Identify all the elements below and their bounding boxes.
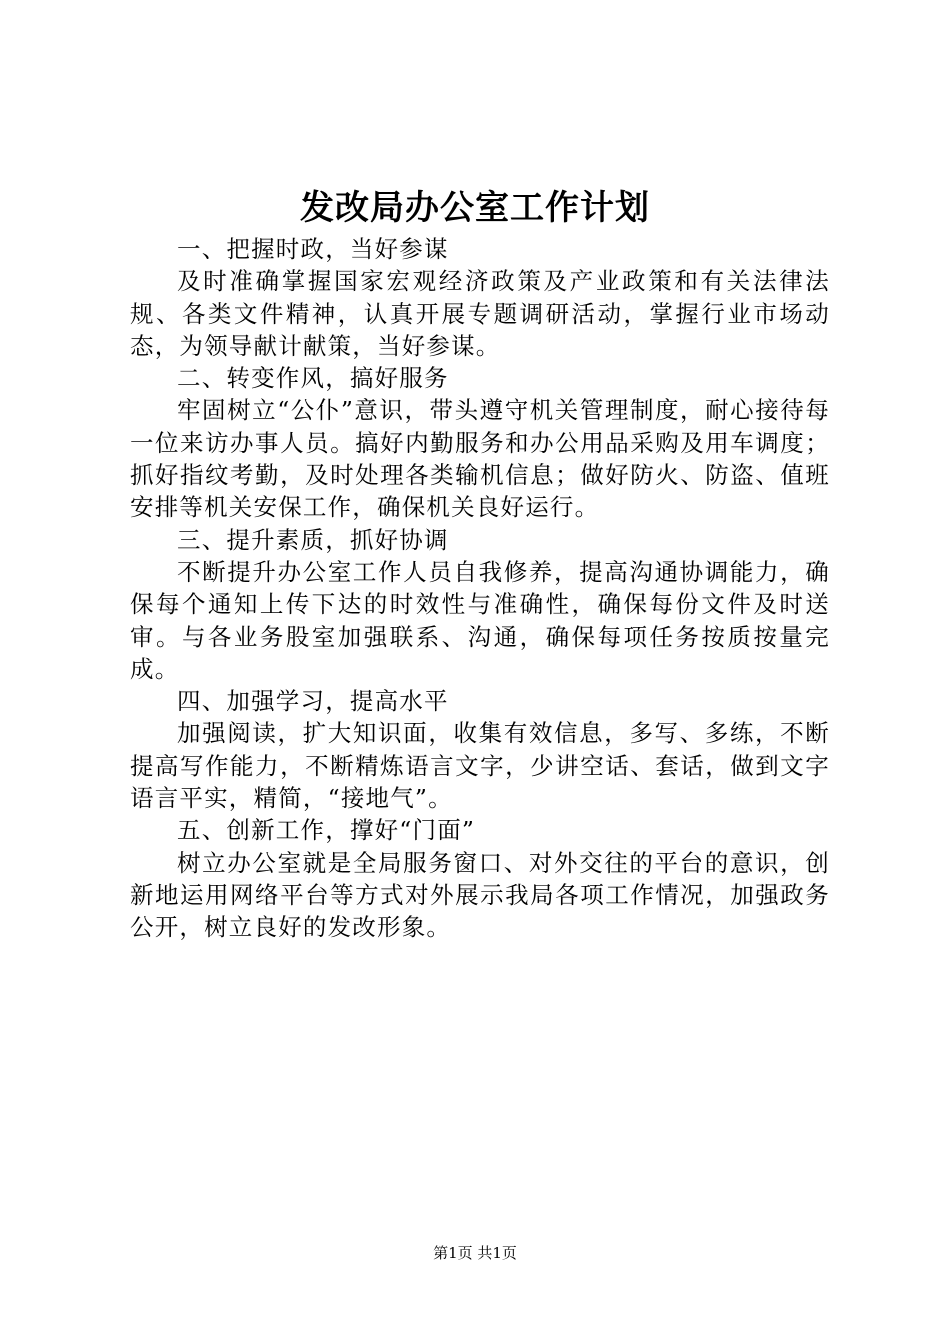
section-paragraph-4: 加强阅读，扩大知识面，收集有效信息，多写、多练，不断提高写作能力，不断精炼语言文字，少讲空话、套话，做到文字语言平实，精简，“接地气”。 (130, 719, 830, 813)
section-paragraph-3: 不断提升办公室工作人员自我修养，提高沟通协调能力，确保每个通知上传下达的时效性与准确性，确保每份文件及时送审。与各业务股室加强联系、沟通，确保每项任务按质按量完成。 (130, 557, 830, 683)
document-body (130, 233, 830, 944)
section-heading-3: 三、提升素质，抓好协调 (177, 525, 449, 554)
section-heading-1: 一、把握时政，当好参谋 (177, 235, 449, 263)
page-number-footer: 第1页 共1页 (433, 1244, 517, 1262)
section-paragraph-5: 树立办公室就是全局服务窗口、对外交往的平台的意识，创新地运用网络平台等方式对外展示我局各项工作情况，加强政务公开，树立良好的发改形象。 (130, 848, 830, 942)
document-title: 发改局办公室工作计划 (300, 188, 650, 228)
section-paragraph-2: 牢固树立“公仆”意识，带头遵守机关管理制度，耐心接待每一位来访办事人员。搞好内勤服务和办公用品采购及用车调度；抓好指纹考勤，及时处理各类输机信息；做好防火、防盗、值班安排等机关安保工作，确保机关良好运行。 (130, 396, 830, 522)
section-heading-4: 四、加强学习，提高水平 (177, 687, 449, 716)
section-heading-2: 二、转变作风，搞好服务 (177, 364, 449, 393)
section-heading-5: 五、创新工作，撑好“门面” (177, 816, 476, 845)
section-paragraph-1: 及时准确掌握国家宏观经济政策及产业政策和有关法律法规、各类文件精神，认真开展专题调研活动，掌握行业市场动态，为领导献计献策，当好参谋。 (130, 267, 830, 360)
